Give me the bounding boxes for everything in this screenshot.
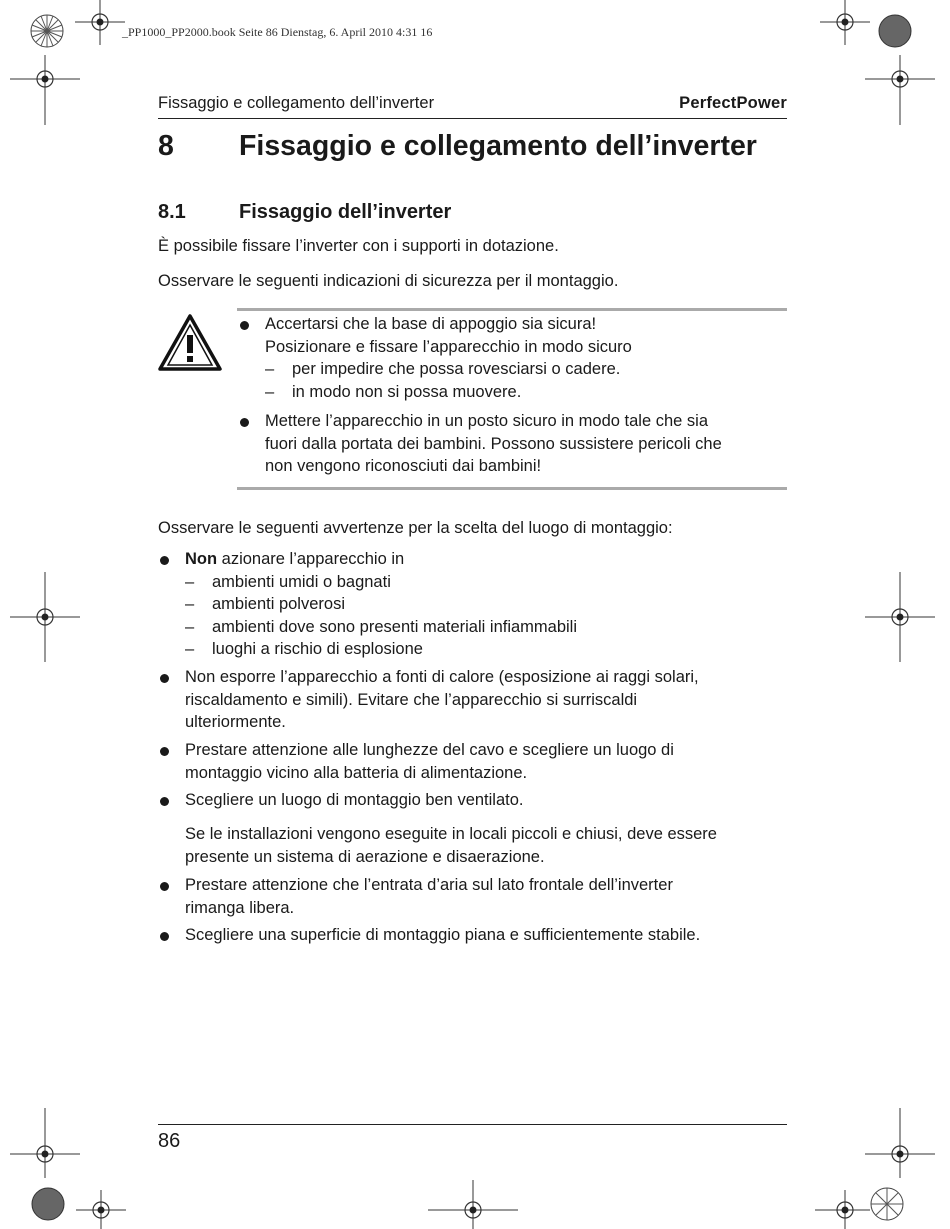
sub-list-item: per impedire che possa rovesciarsi o cadere.	[292, 360, 621, 378]
list-item: rimanga libera.	[185, 898, 295, 917]
running-title: Fissaggio e collegamento dell’inverter	[158, 94, 435, 112]
dash-icon: –	[185, 617, 195, 636]
gray-dot-mark-icon	[23, 1179, 73, 1229]
dash-icon: –	[265, 360, 275, 378]
bullet-icon	[160, 674, 169, 683]
emphasis: Non	[185, 550, 218, 568]
crosshair-mark-icon	[865, 572, 935, 662]
brand-logo: PerfectPower	[679, 94, 787, 112]
crosshair-mark-icon	[76, 1190, 126, 1229]
chapter-heading	[158, 130, 757, 163]
list-item: riscaldamento e simili). Evitare che l’apparecchio si surriscaldi	[185, 690, 638, 709]
bullet-icon	[160, 747, 169, 756]
list-item	[185, 548, 404, 571]
dash-icon: –	[265, 382, 275, 401]
bullet-icon	[160, 932, 169, 941]
list-item: montaggio vicino alla batteria di alimentazione.	[185, 763, 528, 782]
chapter-title: Fissaggio e collegamento dell’inverter	[239, 130, 757, 162]
intro-paragraph: È possibile fissare l’inverter con i supporti in dotazione.	[158, 237, 559, 255]
crosshair-mark-icon	[10, 1108, 80, 1178]
list-item-note: Se le installazioni vengono eseguite in locali piccoli e chiusi, deve essere	[185, 825, 717, 843]
warning-triangle-icon	[157, 313, 223, 373]
dash-icon: –	[185, 640, 195, 658]
crosshair-mark-icon	[815, 0, 875, 50]
list-item: Posizionare e fissare l’apparecchio in modo sicuro	[265, 337, 632, 356]
dash-icon: –	[185, 572, 195, 591]
section-heading	[158, 201, 451, 224]
location-intro: Osservare le seguenti avvertenze per la scelta del luogo di montaggio:	[158, 519, 673, 537]
bullet-icon	[240, 321, 249, 330]
bullet-icon	[160, 556, 169, 565]
crosshair-mark-icon	[10, 55, 80, 125]
bullet-icon	[240, 418, 249, 427]
sub-list-item: in modo non si possa muovere.	[292, 382, 522, 401]
starburst-mark-icon	[22, 6, 72, 56]
bullet-icon	[160, 797, 169, 806]
crosshair-mark-icon	[70, 0, 130, 50]
sub-list-item: ambienti polverosi	[212, 595, 345, 613]
running-header	[158, 94, 787, 119]
crosshair-mark-icon	[815, 1190, 875, 1229]
list-item: Prestare attenzione alle lunghezze del cavo e scegliere un luogo di	[185, 741, 674, 759]
chapter-number: 8	[158, 130, 174, 162]
footer-rule	[158, 1124, 787, 1125]
crosshair-mark-icon	[428, 1180, 518, 1229]
print-slug: _PP1000_PP2000.book Seite 86 Dienstag, 6. April 2010 4:31 16	[122, 25, 433, 39]
crosshair-mark-icon	[865, 1108, 935, 1178]
list-item-note: presente un sistema di aerazione e disaerazione.	[185, 847, 545, 866]
list-item: Scegliere una superficie di montaggio piana e sufficientemente stabile.	[185, 926, 701, 944]
crosshair-mark-icon	[10, 572, 80, 662]
list-item: Accertarsi che la base di appoggio sia sicura!	[265, 315, 597, 333]
list-item: Scegliere un luogo di montaggio ben ventilato.	[185, 791, 524, 809]
intro-paragraph: Osservare le seguenti indicazioni di sicurezza per il montaggio.	[158, 272, 619, 290]
sub-list-item: luoghi a rischio di esplosione	[212, 640, 423, 658]
list-item: Non esporre l’apparecchio a fonti di calore (esposizione ai raggi solari,	[185, 668, 699, 686]
page-number: 86	[158, 1130, 181, 1152]
section-title: Fissaggio dell’inverter	[239, 201, 452, 223]
bullet-icon	[160, 882, 169, 891]
list-item-text: azionare l’apparecchio in	[217, 550, 405, 568]
section-number: 8.1	[158, 201, 186, 223]
gray-dot-mark-icon	[870, 6, 920, 56]
sub-list-item: ambienti dove sono presenti materiali infiammabili	[212, 617, 578, 636]
sub-list-item: ambienti umidi o bagnati	[212, 572, 391, 591]
list-item: Mettere l’apparecchio in un posto sicuro in modo tale che sia	[265, 412, 708, 430]
dash-icon: –	[185, 595, 195, 613]
crosshair-mark-icon	[865, 55, 935, 125]
list-item: ulteriormente.	[185, 713, 286, 731]
list-item: fuori dalla portata dei bambini. Possono sussistere pericoli che	[265, 434, 722, 453]
list-item: non vengono riconosciuti dai bambini!	[265, 457, 542, 475]
list-item: Prestare attenzione che l’entrata d’aria sul lato frontale dell’inverter	[185, 876, 673, 894]
